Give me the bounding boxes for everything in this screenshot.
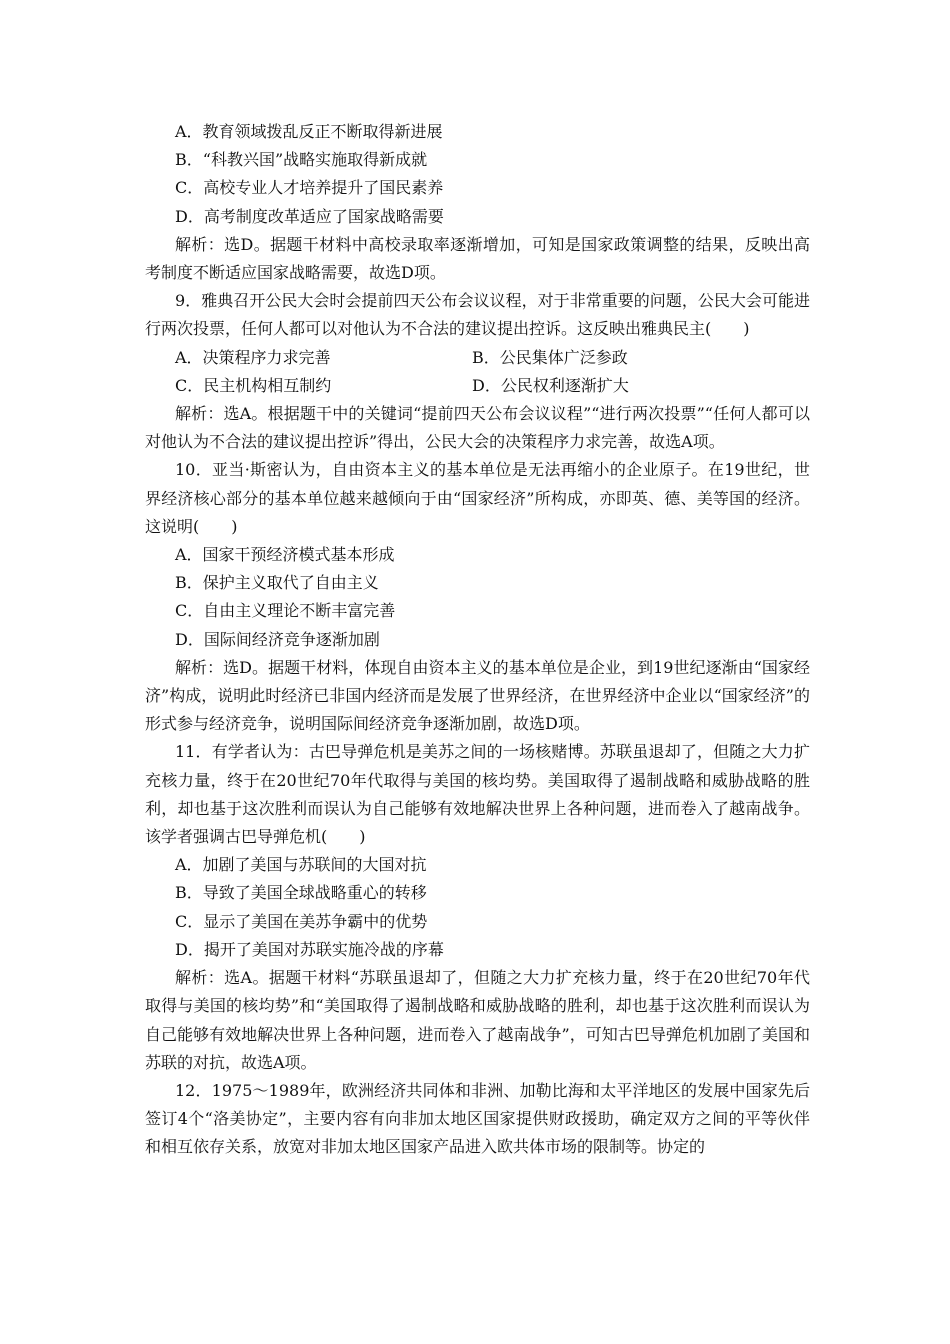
q11-stem: 11．有学者认为：古巴导弹危机是美苏之间的一场核赌博。苏联虽退却了，但随之大力扩充核力量，终于在20世纪70年代取得与美国的核均势。美国取得了遏制战略和威胁战略的胜利，却也基于这次胜利而误认为自己能够有效地解决世界上各种问题，进而卷入了越南战争。该学者强调古巴导弹危机( )	[145, 742, 810, 847]
q9-options-row-1	[145, 344, 810, 372]
q12-stem: 12．1975～1989年，欧洲经济共同体和非洲、加勒比海和太平洋地区的发展中国家先后签订4个“洛美协定”，主要内容有向非加太地区国家提供财政援助，确定双方之间的平等伙伴和相互依存关系，放宽对非加太地区国家产品进入欧共体市场的限制等。协定的	[145, 1080, 810, 1157]
q10-option-a: A．国家干预经济模式基本形成	[175, 545, 395, 565]
q11-option-a: A．加剧了美国与苏联间的大国对抗	[175, 855, 427, 875]
q10-stem: 10．亚当·斯密认为，自由资本主义的基本单位是无法再缩小的企业原子。在19世纪，世界经济核心部分的基本单位越来越倾向于由“国家经济”所构成，亦即英、德、美等国的经济。这说明( )	[145, 460, 810, 536]
q9-option-a: A．决策程序力求完善	[175, 347, 331, 367]
page-content	[145, 118, 810, 1162]
q11-option-c: C．显示了美国在美苏争霸中的优势	[175, 911, 428, 931]
q11-option-b: B．导致了美国全球战略重心的转移	[175, 883, 427, 903]
q11-analysis: 解析：选A。据题干材料“苏联虽退却了，但随之大力扩充核力量，终于在20世纪70年代取得与美国的核均势”和“美国取得了遏制战略和威胁战略的胜利，却也基于这次胜利而误认为自己能够有效地解决世界上各种问题，进而卷入了越南战争”，可知古巴导弹危机加剧了美国和苏联的对抗，故选A项。	[145, 968, 810, 1072]
q9-stem: 9．雅典召开公民大会时会提前四天公布会议议程，对于非常重要的问题，公民大会可能进行两次投票，任何人都可以对他认为不合法的建议提出控诉。这反映出雅典民主( )	[145, 291, 810, 339]
q8-analysis: 解析：选D。据题干材料中高校录取率逐渐增加，可知是国家政策调整的结果，反映出高考制度不断适应国家战略需要，故选D项。	[145, 234, 810, 283]
q10-option-d: D．国际间经济竞争逐渐加剧	[175, 629, 380, 649]
q9-option-b: B．公民集体广泛参政	[472, 347, 628, 367]
q10-analysis: 解析：选D。据题干材料，体现自由资本主义的基本单位是企业，到19世纪逐渐由“国家经济”构成，说明此时经济已非国内经济而是发展了世界经济，在世界经济中企业以“国家经济”的形式参与经济竞争，说明国际间经济竞争逐渐加剧，故选D项。	[145, 657, 810, 734]
q10-option-c: C．自由主义理论不断丰富完善	[175, 601, 396, 621]
q8-option-b: B．“科教兴国”战略实施取得新成就	[175, 150, 428, 170]
q10-option-b: B．保护主义取代了自由主义	[175, 573, 379, 593]
q8-option-d: D．高考制度改革适应了国家战略需要	[175, 206, 444, 226]
q9-options-row-2	[145, 372, 810, 400]
q9-analysis: 解析：选A。根据题干中的关键词“提前四天公布会议议程”“进行两次投票”“任何人都可以对他认为不合法的建议提出控诉”得出，公民大会的决策程序力求完善，故选A项。	[145, 404, 810, 452]
q9-option-d: D．公民权利逐渐扩大	[472, 375, 629, 395]
q9-option-c: C．民主机构相互制约	[175, 375, 332, 395]
q8-option-a: A．教育领域拨乱反正不断取得新进展	[175, 122, 443, 141]
q8-option-c: C．高校专业人才培养提升了国民素养	[175, 178, 444, 198]
q11-option-d: D．揭开了美国对苏联实施冷战的序幕	[175, 939, 444, 959]
